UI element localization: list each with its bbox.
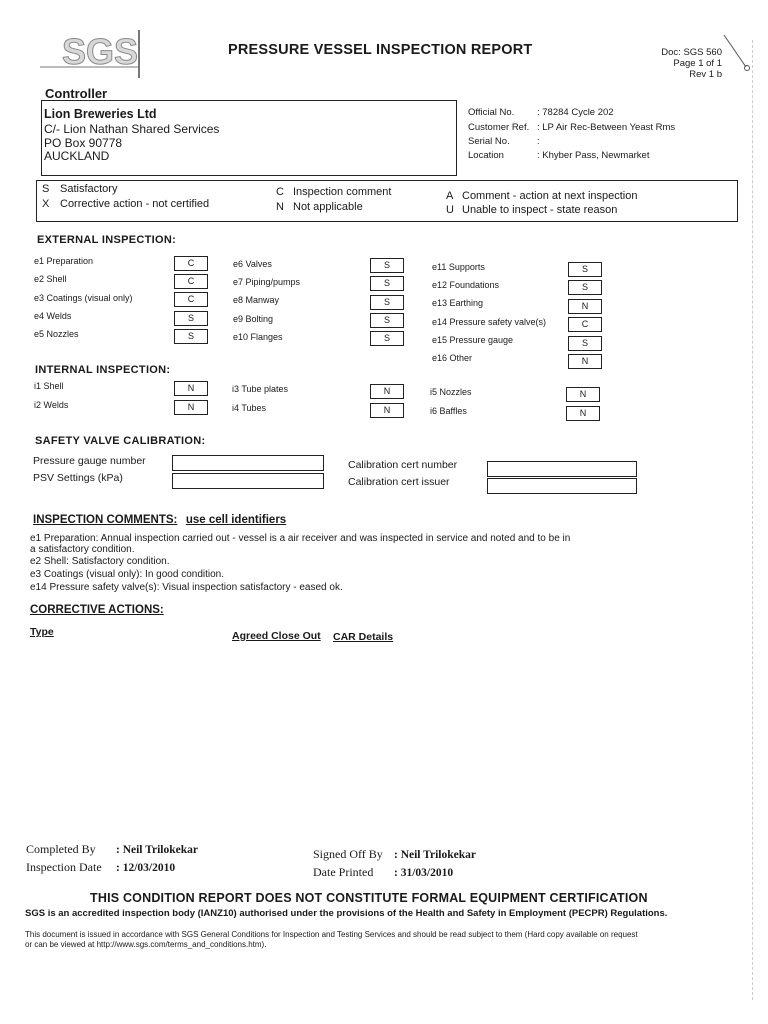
inspection-status-box[interactable]: N (568, 299, 602, 314)
inspection-item-label: e2 Shell (34, 274, 67, 284)
external-inspection-heading: EXTERNAL INSPECTION: (37, 234, 177, 246)
legend-text: Not applicable (293, 201, 363, 213)
inspection-item-label: i2 Welds (34, 400, 69, 410)
comments-heading-suffix: use cell identifiers (185, 514, 287, 526)
serial-no-label: Serial No. (468, 136, 510, 147)
inspection-date-value: : 12/03/2010 (116, 862, 176, 874)
inspection-item-label: e14 Pressure safety valve(s) (432, 317, 547, 327)
doc-number: Doc: SGS 560 (661, 47, 722, 58)
legend-text: Satisfactory (60, 183, 118, 195)
inspection-status-box[interactable]: C (174, 256, 208, 271)
official-no-value: : 78284 Cycle 202 (537, 107, 614, 118)
date-printed-value: : 31/03/2010 (394, 867, 454, 879)
svg-text:SGS: SGS (62, 31, 139, 72)
column-agreed-close-out: Agreed Close Out (232, 630, 321, 642)
completed-by-value: : Neil Trilokekar (116, 844, 198, 856)
legend-code: S (42, 183, 50, 195)
comments-heading-text: INSPECTION COMMENTS: (33, 514, 178, 526)
legend-text: Comment - action at next inspection (462, 190, 638, 202)
comment-line: e3 Coatings (visual only): In good condition. (30, 569, 225, 580)
customer-ref-label: Customer Ref. (468, 122, 530, 133)
inspection-item-label: e8 Manway (233, 295, 280, 305)
inspection-date-label: Inspection Date (26, 860, 102, 874)
legend-text: Corrective action - not certified (60, 198, 210, 210)
inspection-item-label: i1 Shell (34, 381, 64, 391)
controller-address-line: PO Box 90778 (44, 136, 123, 150)
inspection-item-label: e5 Nozzles (34, 329, 79, 339)
safety-valve-heading: SAFETY VALVE CALIBRATION: (35, 435, 206, 447)
inspection-status-box[interactable]: N (370, 384, 404, 399)
pressure-gauge-label: Pressure gauge number (33, 455, 146, 467)
inspection-item-label: e3 Coatings (visual only) (34, 293, 133, 303)
serial-no-value: : (537, 136, 540, 147)
inspection-item-label: e6 Valves (233, 259, 272, 269)
inspection-status-box[interactable]: S (568, 280, 602, 295)
inspection-status-box[interactable]: N (174, 400, 208, 415)
legend-text: Inspection comment (293, 186, 392, 198)
inspection-status-box[interactable]: S (370, 331, 404, 346)
signed-off-by-label: Signed Off By (313, 847, 383, 861)
completed-by-label: Completed By (26, 842, 96, 856)
revision: Rev 1 b (689, 69, 722, 80)
legend-code: C (276, 186, 284, 198)
calibration-cert-number-field[interactable] (487, 461, 637, 477)
inspection-item-label: i3 Tube plates (232, 384, 289, 394)
calibration-cert-issuer-field[interactable] (487, 478, 637, 494)
inspection-status-box[interactable]: S (370, 258, 404, 273)
customer-ref-value: : LP Air Rec-Between Yeast Rms (537, 122, 676, 133)
controller-address-line: C/- Lion Nathan Shared Services (44, 122, 220, 136)
corrective-actions-heading: CORRECTIVE ACTIONS: (30, 604, 164, 616)
controller-name: Lion Breweries Ltd (44, 107, 157, 121)
page-edge (752, 40, 754, 1000)
controller-heading: Controller (45, 86, 108, 101)
inspection-item-label: e4 Welds (34, 311, 72, 321)
inspection-status-box[interactable]: S (174, 311, 208, 326)
internal-inspection-heading: INTERNAL INSPECTION: (35, 364, 171, 376)
inspection-item-label: e7 Piping/pumps (233, 277, 301, 287)
psv-settings-field[interactable] (172, 473, 324, 489)
inspection-item-label: e11 Supports (432, 262, 485, 272)
legend-code: A (446, 190, 454, 202)
signed-off-by-value: : Neil Trilokekar (394, 849, 476, 861)
comment-line: e14 Pressure safety valve(s): Visual inspection satisfactory - eased ok. (30, 582, 343, 593)
inspection-status-box[interactable]: S (370, 295, 404, 310)
accreditation-note: SGS is an accredited inspection body (IANZ10) authorised under the provisions of the Health and Safety in Employment (PECPR) Regulations. (25, 908, 668, 919)
location-value: : Khyber Pass, Newmarket (537, 150, 650, 161)
column-car-details: CAR Details (333, 631, 394, 643)
certification-disclaimer: THIS CONDITION REPORT DOES NOT CONSTITUTE FORMAL EQUIPMENT CERTIFICATION (90, 891, 648, 905)
inspection-status-box[interactable]: S (370, 276, 404, 291)
inspection-item-label: i5 Nozzles (430, 387, 472, 397)
calibration-cert-number-label: Calibration cert number (348, 459, 458, 471)
location-label: Location (468, 150, 504, 161)
inspection-item-label: e10 Flanges (233, 332, 283, 342)
inspection-item-label: i4 Tubes (232, 403, 267, 413)
doc-info (640, 47, 722, 80)
report-title: PRESSURE VESSEL INSPECTION REPORT (228, 42, 533, 58)
page-number: Page 1 of 1 (673, 58, 722, 69)
legend-code: U (446, 204, 454, 216)
inspection-status-box[interactable]: N (566, 406, 600, 421)
official-no-label: Official No. (468, 107, 515, 118)
legend-code: N (276, 201, 284, 213)
inspection-item-label: e13 Earthing (432, 298, 484, 308)
inspection-status-box[interactable]: S (568, 262, 602, 277)
sgs-logo (40, 30, 145, 80)
column-type: Type (30, 626, 54, 638)
corner-mark (722, 33, 752, 78)
legend-code: X (42, 198, 50, 210)
inspection-status-box[interactable]: C (174, 292, 208, 307)
calibration-cert-issuer-label: Calibration cert issuer (348, 476, 450, 488)
inspection-item-label: e9 Bolting (233, 314, 274, 324)
comment-line: e2 Shell: Satisfactory condition. (30, 556, 170, 567)
legend-text: Unable to inspect - state reason (462, 204, 618, 216)
inspection-status-box[interactable]: S (370, 313, 404, 328)
controller-address-line: AUCKLAND (44, 149, 110, 163)
inspection-item-label: e12 Foundations (432, 280, 500, 290)
inspection-comments-heading (33, 510, 286, 528)
pressure-gauge-field[interactable] (172, 455, 324, 471)
inspection-status-box[interactable]: S (174, 329, 208, 344)
inspection-item-label: i6 Baffles (430, 406, 467, 416)
inspection-status-box[interactable]: N (370, 403, 404, 418)
inspection-item-label: e1 Preparation (34, 256, 94, 266)
terms-note-line: or can be viewed at http://www.sgs.com/terms_and_conditions.htm). (25, 940, 267, 949)
inspection-status-box[interactable]: C (568, 317, 602, 332)
inspection-item-label: e16 Other (432, 353, 473, 363)
inspection-status-box[interactable]: N (174, 381, 208, 396)
inspection-status-box[interactable]: N (566, 387, 600, 402)
inspection-status-box[interactable]: S (568, 336, 602, 351)
inspection-status-box[interactable]: C (174, 274, 208, 289)
comment-line: e1 Preparation: Annual inspection carried out - vessel is a air receiver and was inspected in service and noted and to be in (30, 533, 571, 544)
comment-line: a satisfactory condition. (30, 544, 135, 555)
psv-settings-label: PSV Settings (kPa) (33, 472, 123, 484)
inspection-status-box[interactable]: N (568, 354, 602, 369)
date-printed-label: Date Printed (313, 865, 374, 879)
inspection-item-label: e15 Pressure gauge (432, 335, 514, 345)
terms-note-line: This document is issued in accordance with SGS General Conditions for Inspection and Testing Services and should be read subject to them (Hard copy available on request (25, 930, 638, 939)
